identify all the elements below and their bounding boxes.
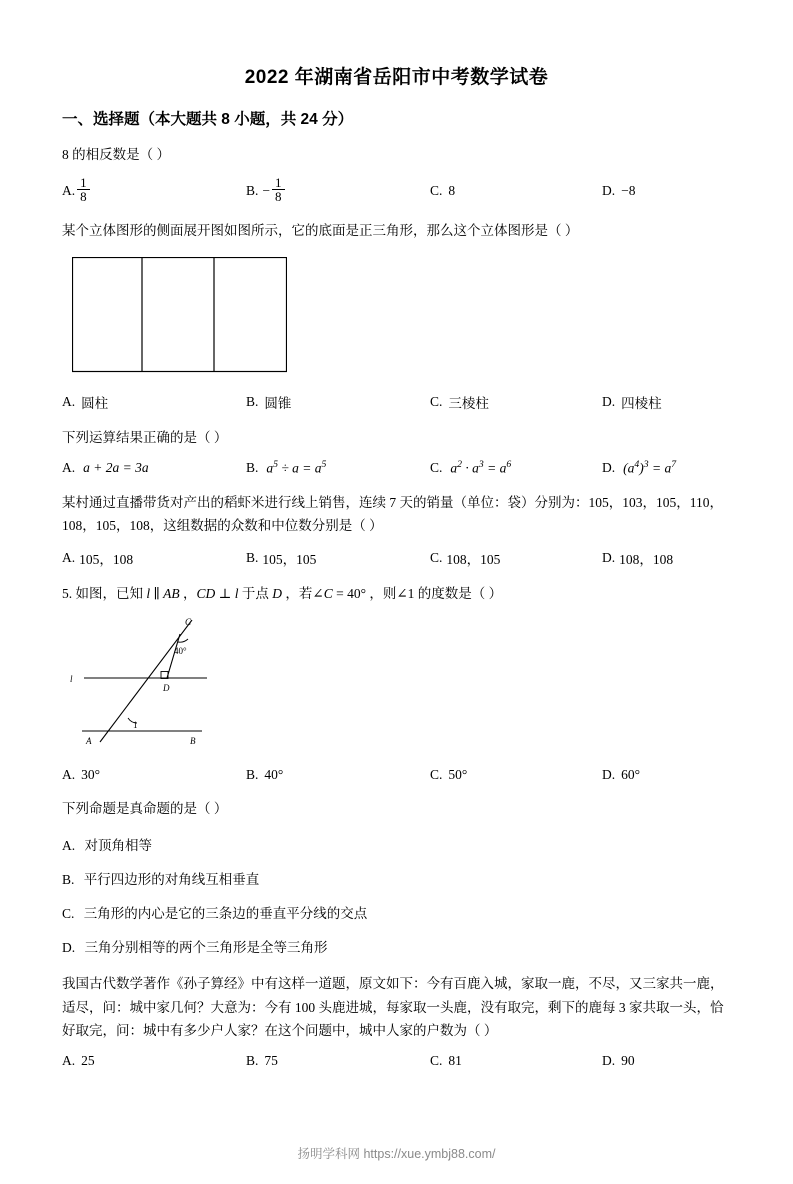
option-1b-minus: − [262, 182, 271, 198]
option-2b[interactable] [246, 392, 430, 412]
option-1c-value: 8 [448, 182, 456, 198]
q5-point-d: D [272, 585, 282, 601]
option-5c-label: C. [430, 766, 443, 782]
option-4a[interactable] [62, 548, 246, 568]
question-4-text: 某村通过直播带货对产出的稻虾米进行线上销售，连续 7 天的销量（单位：袋）分别为：105，103，105，110，108，105，108，这组数据的众数和中位数分别是（ ） [62, 494, 723, 534]
option-7d-label: D. [602, 1053, 616, 1069]
option-7d[interactable] [602, 1053, 737, 1069]
question-1-options [62, 174, 737, 205]
label-c: C [185, 616, 192, 627]
option-2b-label: B. [246, 393, 259, 409]
parallel-angle-svg [62, 612, 252, 754]
q5-line-l: l [146, 585, 151, 601]
option-2c-label: C. [430, 393, 443, 409]
option-4a-label: A. [62, 549, 76, 565]
prism-net-svg [72, 257, 287, 373]
option-5b-value: 40° [264, 766, 284, 782]
option-4b[interactable] [246, 548, 430, 568]
option-7b[interactable] [246, 1053, 430, 1069]
option-5d[interactable] [602, 767, 737, 783]
option-6b-label: B. [62, 872, 75, 888]
option-4b-value: 105，105 [262, 551, 317, 567]
option-3c-label: C. [430, 459, 443, 475]
option-5b[interactable] [246, 767, 430, 783]
question-2-text: 某个立体图形的侧面展开图如图所示，它的底面是正三角形，那么这个立体图形是（ ） [62, 222, 579, 238]
option-7c-value: 81 [448, 1053, 462, 1069]
option-4d[interactable] [602, 548, 737, 568]
option-1b-label: B. [246, 182, 259, 198]
option-5c-value: 50° [448, 766, 468, 782]
option-3b[interactable] [246, 459, 430, 477]
option-2d[interactable] [602, 392, 737, 412]
option-7a-label: A. [62, 1053, 76, 1069]
option-1c[interactable] [430, 177, 602, 205]
q5-seg-cd: CD [196, 585, 216, 601]
option-6d-value: 三角分别相等的两个三角形是全等三角形 [84, 940, 328, 956]
option-2d-label: D. [602, 393, 616, 409]
option-4c-value: 108，105 [446, 551, 501, 567]
option-2d-value: 四棱柱 [621, 395, 662, 411]
option-5a-label: A. [62, 766, 76, 782]
option-3d-label: D. [602, 459, 616, 475]
option-5c[interactable] [430, 767, 602, 783]
option-4c-label: C. [430, 549, 443, 565]
option-3d-value: $(a^4)^3 = a^7$ [623, 459, 677, 476]
option-2b-value: 圆锥 [264, 395, 292, 411]
option-1a[interactable] [62, 174, 246, 205]
option-7a-value: 25 [81, 1053, 95, 1069]
label-40deg: 40° [174, 645, 187, 656]
option-6b-value: 平行四边形的对角线互相垂直 [83, 872, 260, 888]
option-5a-value: 30° [81, 766, 101, 782]
label-b: B [190, 735, 196, 746]
option-4b-label: B. [246, 549, 259, 565]
option-1a-fraction: $\frac{1}{8}$ [77, 176, 90, 204]
option-7a[interactable] [62, 1053, 246, 1069]
question-5-text: 5. 如图，已知 l ∥ AB ，CD ⊥ l 于点 D ，若∠C = 40° ，则∠1 的度数是（ ） [62, 585, 503, 601]
option-6a-label: A. [62, 838, 76, 854]
option-4c[interactable] [430, 548, 602, 568]
option-6c-value: 三角形的内心是它的三条边的垂直平分线的交点 [83, 906, 368, 922]
label-1: 1 [133, 719, 138, 730]
label-d: D [163, 682, 170, 693]
label-l: l [70, 673, 73, 684]
option-5b-label: B. [246, 766, 259, 782]
figure-parallel-angle [62, 612, 793, 759]
option-7c-label: C. [430, 1053, 443, 1069]
option-6a-value: 对顶角相等 [84, 838, 152, 854]
option-7b-label: B. [246, 1053, 259, 1069]
option-3a-value: a + 2a = 3a [83, 459, 149, 475]
option-3a[interactable] [62, 459, 246, 477]
option-3d[interactable] [602, 459, 737, 477]
option-5a[interactable] [62, 767, 246, 783]
option-5d-value: 60° [621, 766, 641, 782]
option-3a-label: A. [62, 459, 76, 475]
exam-page [0, 62, 793, 1184]
section-heading: 一、选择题（本大题共 8 小题，共 24 分） [62, 111, 354, 128]
option-1d[interactable] [602, 177, 737, 205]
option-6b[interactable] [62, 868, 793, 888]
option-3c-value: $a^2 \cdot a^3 = a^6$ [450, 459, 512, 476]
option-2a[interactable] [62, 392, 246, 412]
question-7-options [62, 1053, 737, 1069]
option-7b-value: 75 [264, 1053, 278, 1069]
question-3-options [62, 459, 737, 477]
figure-prism-net [72, 257, 793, 378]
option-6c-label: C. [62, 906, 75, 922]
option-3c[interactable] [430, 459, 602, 477]
q5-perp-l: l [234, 585, 239, 601]
option-1b[interactable] [246, 174, 430, 205]
option-2a-value: 圆柱 [81, 395, 109, 411]
question-1-text: 8 的相反数是（ ） [62, 147, 170, 162]
option-6a[interactable] [62, 834, 793, 854]
option-7c[interactable] [430, 1053, 602, 1069]
option-1a-label: A. [62, 182, 76, 198]
option-4a-value: 105，108 [79, 551, 134, 567]
question-6-text: 下列命题是真命题的是（ ） [62, 800, 228, 816]
question-2-options [62, 392, 737, 412]
option-3b-value: $a^5 \div a = a^5$ [266, 459, 327, 476]
label-a: A [86, 735, 92, 746]
option-2c[interactable] [430, 392, 602, 412]
question-5-options [62, 767, 737, 783]
option-6c[interactable] [62, 902, 793, 922]
option-1d-label: D. [602, 182, 616, 198]
option-1b-fraction: $\frac{1}{8}$ [272, 176, 285, 204]
option-6d[interactable] [62, 936, 793, 956]
question-7-text: 我国古代数学著作《孙子算经》中有这样一道题，原文如下：今有百鹿入城，家取一鹿，不尽，又三家共一鹿，适尽，问：城中家几何？大意为：今有 100 头鹿进城，每家取一头鹿，没有取完，剩下的鹿每 3 家共取一头，恰好取完，问：城中有多少户人家？在这个问题中，城中人家的户数为（ ） [62, 976, 724, 1039]
q5-seg-ab: AB [163, 585, 180, 601]
option-4d-label: D. [602, 549, 616, 565]
option-3b-label: B. [246, 459, 259, 475]
option-2c-value: 三棱柱 [448, 395, 489, 411]
option-4d-value: 108，108 [619, 551, 674, 567]
option-2a-label: A. [62, 393, 76, 409]
page-footer: 扬明学科网 https://xue.ymbj88.com/ [297, 1147, 496, 1161]
option-6d-label: D. [62, 940, 76, 956]
option-1d-value: −8 [621, 182, 636, 198]
question-4-options [62, 548, 737, 568]
option-7d-value: 90 [621, 1053, 635, 1069]
page-title: 2022 年湖南省岳阳市中考数学试卷 [244, 67, 549, 88]
question-6-options [62, 834, 793, 956]
question-3-text: 下列运算结果正确的是（ ） [62, 429, 228, 445]
option-1c-label: C. [430, 182, 443, 198]
option-5d-label: D. [602, 766, 616, 782]
